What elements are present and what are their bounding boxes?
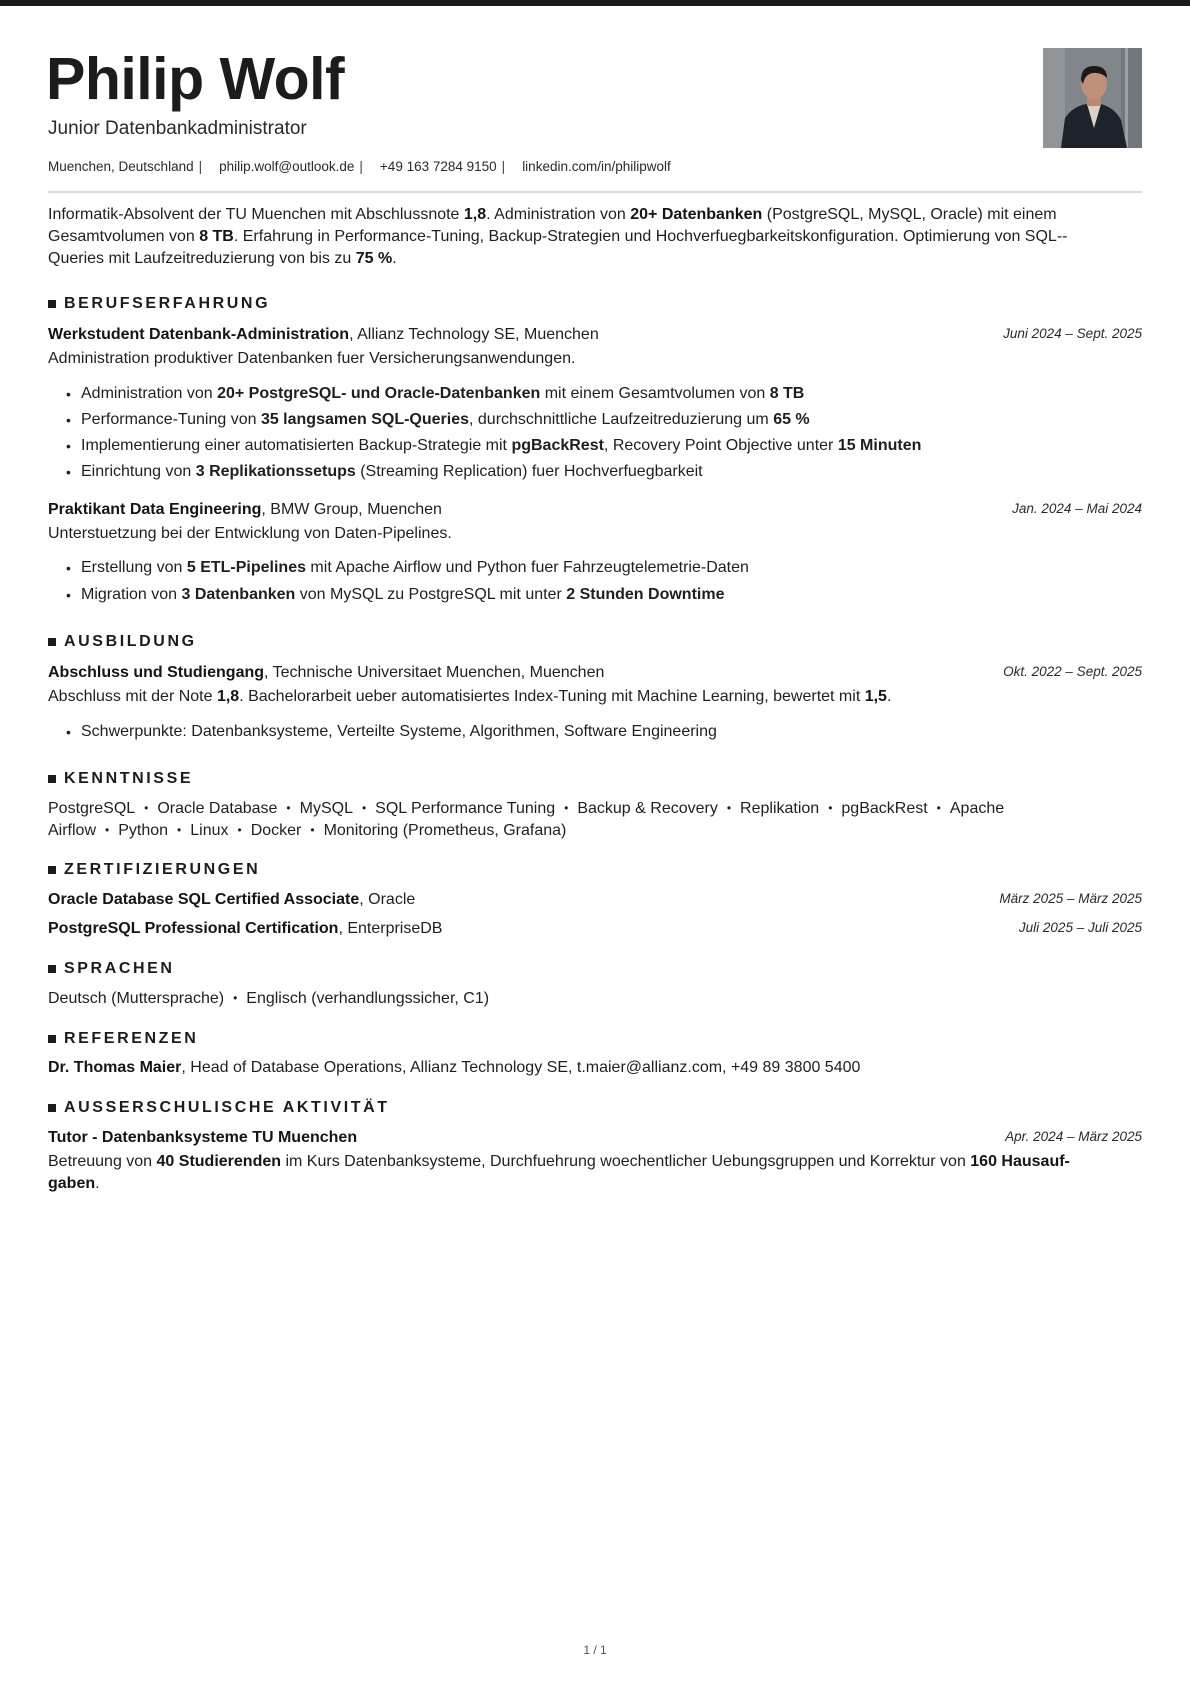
list-item: • Erstellung von 5 ETL-Pipelines mit Apache Airflow und Python fuer Fahrzeugtelemetrie-Daten	[66, 557, 749, 579]
square-bullet-icon	[48, 1035, 56, 1043]
separator-dot-icon: •	[361, 801, 367, 815]
contact-separator: |	[501, 159, 506, 174]
language-item: Englisch (verhandlungssicher, C1)	[246, 990, 490, 1007]
activity-title: Tutor - Datenbanksysteme TU Muenchen	[48, 1129, 358, 1146]
list-item: • Schwerpunkte: Datenbanksysteme, Verteilte Systeme, Algorithmen, Software Engineering	[66, 721, 717, 743]
job-description: Administration produktiver Datenbanken fuer Versicherungsanwendungen.	[48, 350, 576, 367]
languages-line	[48, 988, 489, 1010]
job-title-line: Werkstudent Datenbank-Administration, Allianz Technology SE, Muenchen	[48, 326, 599, 343]
section-heading-certifications: ZERTIFIZIERUNGEN	[48, 860, 260, 880]
skills-line	[48, 820, 566, 842]
activity-description: Betreuung von 40 Studierenden im Kurs Datenbanksysteme, Durchfuehrung woechentlicher Uebungsgruppen und Korrektur von 160 Hausauf-	[48, 1153, 1070, 1170]
contact-separator: |	[198, 159, 203, 174]
education-title-line: Abschluss und Studiengang, Technische Universitaet Muenchen, Muenchen	[48, 664, 605, 681]
profile-photo	[1043, 48, 1142, 148]
bullet-dot-icon: •	[66, 386, 71, 402]
separator-dot-icon: •	[726, 801, 732, 815]
candidate-name: Philip Wolf	[46, 46, 345, 112]
top-accent-bar	[0, 0, 1190, 6]
square-bullet-icon	[48, 638, 56, 646]
activity-description: gaben.	[48, 1175, 100, 1192]
skill-tag: pgBackRest	[841, 800, 928, 817]
certification-item: PostgreSQL Professional Certification, EnterpriseDB	[48, 920, 443, 937]
language-item: Deutsch (Muttersprache)	[48, 990, 225, 1007]
skill-tag: Linux	[190, 822, 229, 839]
separator-dot-icon: •	[936, 801, 941, 815]
skill-tag: Backup & Recovery	[577, 800, 718, 817]
separator-dot-icon: •	[144, 801, 149, 815]
summary-line: Informatik-Absolvent der TU Muenchen mit Abschlussnote 1,8. Administration von 20+ Datenbanken (PostgreSQL, MySQL, Oracle) mit einem	[48, 206, 1057, 223]
skill-tag: Python	[118, 822, 169, 839]
square-bullet-icon	[48, 775, 56, 783]
certification-item: Oracle Database SQL Certified Associate, Oracle	[48, 891, 416, 908]
reference-item: Dr. Thomas Maier, Head of Database Operations, Allianz Technology SE, t.maier@allianz.com, +49 89 3800 5400	[48, 1059, 861, 1076]
header-divider	[48, 191, 1142, 193]
contact-phone[interactable]: +49 163 7284 9150	[379, 159, 497, 174]
skill-tag: Oracle Database	[157, 800, 278, 817]
skill-tag: Apache	[949, 800, 1005, 817]
skill-tag: Airflow	[48, 822, 97, 839]
square-bullet-icon	[48, 965, 56, 973]
separator-dot-icon: •	[286, 801, 291, 815]
section-heading-skills: KENNTNISSE	[48, 769, 193, 789]
list-item: • Implementierung einer automatisierten Backup-Strategie mit pgBackRest, Recovery Point Objective unter 15 Minuten	[66, 435, 921, 457]
bullet-dot-icon: •	[66, 412, 71, 428]
job-title-line: Praktikant Data Engineering, BMW Group, Muenchen	[48, 501, 442, 518]
education-description: Abschluss mit der Note 1,8. Bachelorarbeit ueber automatisiertes Index-Tuning mit Machine Learning, bewertet mit 1,5.	[48, 688, 892, 705]
bullet-dot-icon: •	[66, 724, 71, 740]
section-heading-activities: AUSSERSCHULISCHE AKTIVITÄT	[48, 1098, 390, 1118]
bullet-dot-icon: •	[66, 587, 71, 603]
activity-date: Apr. 2024 – März 2025	[1005, 1129, 1142, 1144]
certification-date: Juli 2025 – Juli 2025	[1018, 920, 1142, 935]
separator-dot-icon: •	[310, 823, 315, 837]
list-item: • Einrichtung von 3 Replikationssetups (Streaming Replication) fuer Hochverfuegbarkeit	[66, 461, 703, 483]
separator-dot-icon: •	[564, 801, 569, 815]
contact-separator: |	[359, 159, 363, 174]
bullet-dot-icon: •	[66, 464, 71, 480]
separator-dot-icon: •	[828, 801, 833, 815]
separator-dot-icon: •	[177, 823, 182, 837]
certification-date: März 2025 – März 2025	[999, 891, 1142, 906]
section-heading-education: AUSBILDUNG	[48, 632, 197, 652]
contact-line	[48, 158, 671, 176]
skill-tag: Replikation	[740, 800, 820, 817]
separator-dot-icon: •	[233, 991, 238, 1005]
page-number: 1 / 1	[583, 1643, 607, 1657]
separator-dot-icon: •	[237, 823, 242, 837]
square-bullet-icon	[48, 300, 56, 308]
skill-tag: SQL Performance Tuning	[375, 800, 556, 817]
job-title: Junior Datenbankadministrator	[48, 118, 307, 139]
bullet-dot-icon: •	[66, 438, 71, 454]
skill-tag: MySQL	[299, 800, 353, 817]
skill-tag: Docker	[250, 822, 302, 839]
summary-line: Gesamtvolumen von 8 TB. Erfahrung in Performance-Tuning, Backup-Strategien und Hochverfuegbarkeitskonfiguration. Optimierung von SQL--	[48, 228, 1068, 245]
skill-tag: Monitoring (Prometheus, Grafana)	[323, 822, 567, 839]
list-item: • Administration von 20+ PostgreSQL- und Oracle-Datenbanken mit einem Gesamtvolumen von 8 TB	[66, 383, 804, 405]
summary-line: Queries mit Laufzeitreduzierung von bis zu 75 %.	[48, 250, 397, 267]
contact-linkedin[interactable]: linkedin.com/in/philipwolf	[522, 159, 671, 174]
contact-location: Muenchen, Deutschland	[48, 159, 194, 174]
bullet-dot-icon: •	[66, 560, 71, 576]
contact-email[interactable]: philip.wolf@outlook.de	[219, 159, 355, 174]
job-date: Juni 2024 – Sept. 2025	[1003, 326, 1142, 341]
job-description: Unterstuetzung bei der Entwicklung von Daten-Pipelines.	[48, 525, 452, 542]
square-bullet-icon	[48, 1104, 56, 1112]
section-heading-references: REFERENZEN	[48, 1029, 198, 1049]
separator-dot-icon: •	[105, 823, 110, 837]
square-bullet-icon	[48, 866, 56, 874]
skills-line	[48, 798, 1004, 820]
list-item: • Performance-Tuning von 35 langsamen SQL-Queries, durchschnittliche Laufzeitreduzierung um 65 %	[66, 409, 810, 431]
job-date: Jan. 2024 – Mai 2024	[1012, 501, 1142, 516]
portrait-image-icon	[1043, 48, 1142, 148]
list-item: • Migration von 3 Datenbanken von MySQL zu PostgreSQL mit unter 2 Stunden Downtime	[66, 584, 724, 606]
section-heading-experience: BERUFSERFAHRUNG	[48, 294, 270, 314]
skill-tag: PostgreSQL	[48, 800, 136, 817]
education-date: Okt. 2022 – Sept. 2025	[1003, 664, 1142, 679]
section-heading-languages: SPRACHEN	[48, 959, 175, 979]
